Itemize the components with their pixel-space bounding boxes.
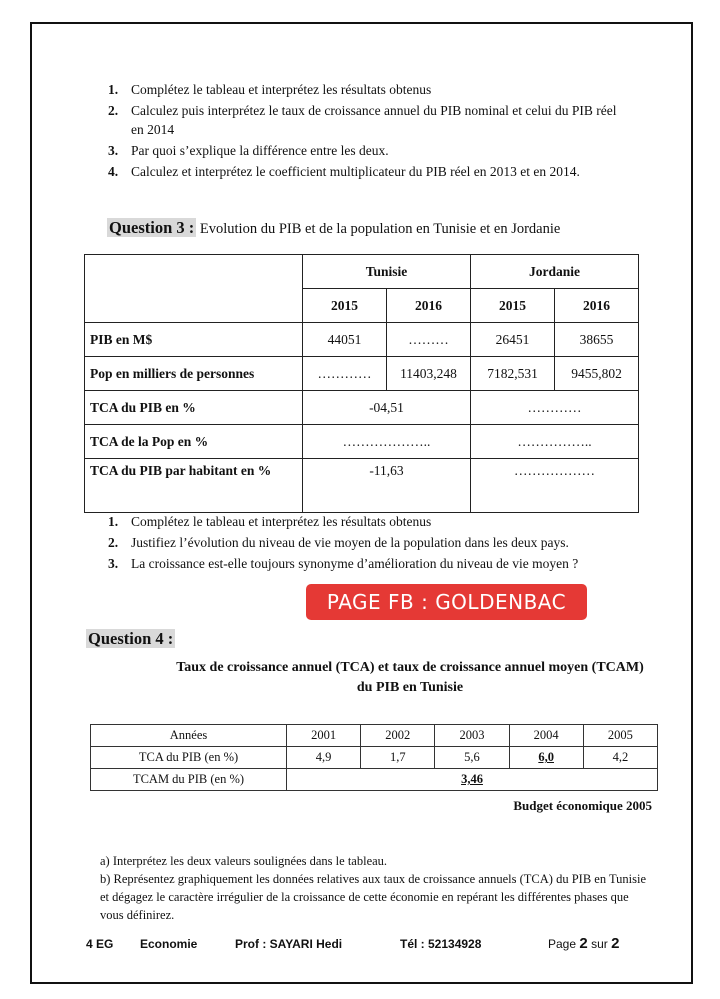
table-cell: …………….. (471, 425, 639, 459)
table-cell: ……………….. (303, 425, 471, 459)
table-cell: 9455,802 (555, 357, 639, 391)
year-header: 2003 (435, 725, 509, 747)
table-cell: -04,51 (303, 391, 471, 425)
table-row (85, 323, 639, 357)
table-row (85, 391, 639, 425)
country-header: Tunisie (303, 255, 471, 289)
table-cell: ………… (471, 391, 639, 425)
row-label: Années (91, 725, 287, 747)
row-label: TCA du PIB par habitant en % (85, 459, 303, 513)
question-list-2 (108, 512, 628, 575)
table-row (85, 425, 639, 459)
table-row (91, 747, 658, 769)
country-header: Jordanie (471, 255, 639, 289)
footer-class: 4 EG (86, 937, 114, 951)
list-item: 3. Par quoi s’explique la différence entre les deux. (108, 143, 389, 158)
year-header: 2002 (361, 725, 435, 747)
facebook-page-watermark: PAGE FB : GOLDENBAC (306, 584, 587, 620)
question-3-title: Evolution du PIB et de la population en Tunisie et en Jordanie (199, 221, 561, 237)
table-cell: -11,63 (303, 459, 471, 513)
list-item: 2. Justifiez l’évolution du niveau de vie moyen de la population dans les deux pays. (108, 535, 569, 550)
question-list-1 (108, 80, 628, 183)
year-header: 2015 (303, 289, 387, 323)
table-cell: 4,2 (583, 747, 657, 769)
task-a: a) Interprétez les deux valeurs soulignées dans le tableau. (100, 854, 388, 868)
table-cell: 38655 (555, 323, 639, 357)
row-label: TCA du PIB (en %) (91, 747, 287, 769)
row-label: TCA du PIB en % (85, 391, 303, 425)
question-3-heading (107, 218, 560, 238)
table-row (85, 459, 639, 513)
list-item: 2. Calculez puis interprétez le taux de croissance annuel du PIB nominal et celui du PIB réel en 2014 (108, 103, 617, 137)
table-row (91, 725, 658, 747)
footer-subject: Economie (140, 937, 198, 951)
question-4-tasks (100, 852, 655, 924)
question-4-label: Question 4 : (88, 629, 174, 648)
footer-page: Page 2 sur 2 (548, 935, 620, 952)
list-item: 1. Complétez le tableau et interprétez les résultats obtenus (108, 514, 432, 529)
year-header: 2001 (287, 725, 361, 747)
table-cell: 6,0 (509, 747, 583, 769)
year-header: 2016 (555, 289, 639, 323)
table-source: Budget économique 2005 (513, 798, 652, 813)
table-cell: ……… (387, 323, 471, 357)
row-label: TCAM du PIB (en %) (91, 769, 287, 791)
task-b: b) Représentez graphiquement les données relatives aux taux de croissance annuels (TCA) du PIB en Tunisie et dégagez le caractère irrégulier de la croissance de cette économie en repérant les différentes phases que vous définirez. (100, 872, 647, 922)
year-header: 2004 (509, 725, 583, 747)
table-corner (85, 255, 303, 323)
row-label: TCA de la Pop en % (85, 425, 303, 459)
table-cell: 5,6 (435, 747, 509, 769)
table-cell: ………… (303, 357, 387, 391)
footer-phone: Tél : 52134928 (400, 937, 482, 951)
tca-table (90, 724, 658, 791)
list-item: 3. La croissance est-elle toujours synonyme d’amélioration du niveau de vie moyen ? (108, 556, 579, 571)
footer-teacher: Prof : SAYARI Hedi (235, 937, 343, 951)
table-cell: 44051 (303, 323, 387, 357)
question-4-heading (86, 629, 175, 649)
table-caption: Taux de croissance annuel (TCA) et taux de croissance annuel moyen (TCAM) du PIB en Tunisie (176, 660, 644, 695)
table-row (85, 357, 639, 391)
table-cell: ……………… (471, 459, 639, 513)
year-header: 2005 (583, 725, 657, 747)
pib-population-table (84, 254, 639, 513)
table-cell: 11403,248 (387, 357, 471, 391)
table-cell: 4,9 (287, 747, 361, 769)
table-cell: 26451 (471, 323, 555, 357)
table-cell: 7182,531 (471, 357, 555, 391)
table-cell: 3,46 (287, 769, 658, 791)
row-label: PIB en M$ (85, 323, 303, 357)
year-header: 2015 (471, 289, 555, 323)
list-item: 1. Complétez le tableau et interprétez les résultats obtenus (108, 82, 432, 97)
question-3-label: Question 3 : (109, 218, 195, 237)
row-label: Pop en milliers de personnes (85, 357, 303, 391)
table-row (91, 769, 658, 791)
list-item: 4. Calculez et interprétez le coefficient multiplicateur du PIB réel en 2013 et en 2014. (108, 164, 580, 179)
table-cell: 1,7 (361, 747, 435, 769)
year-header: 2016 (387, 289, 471, 323)
